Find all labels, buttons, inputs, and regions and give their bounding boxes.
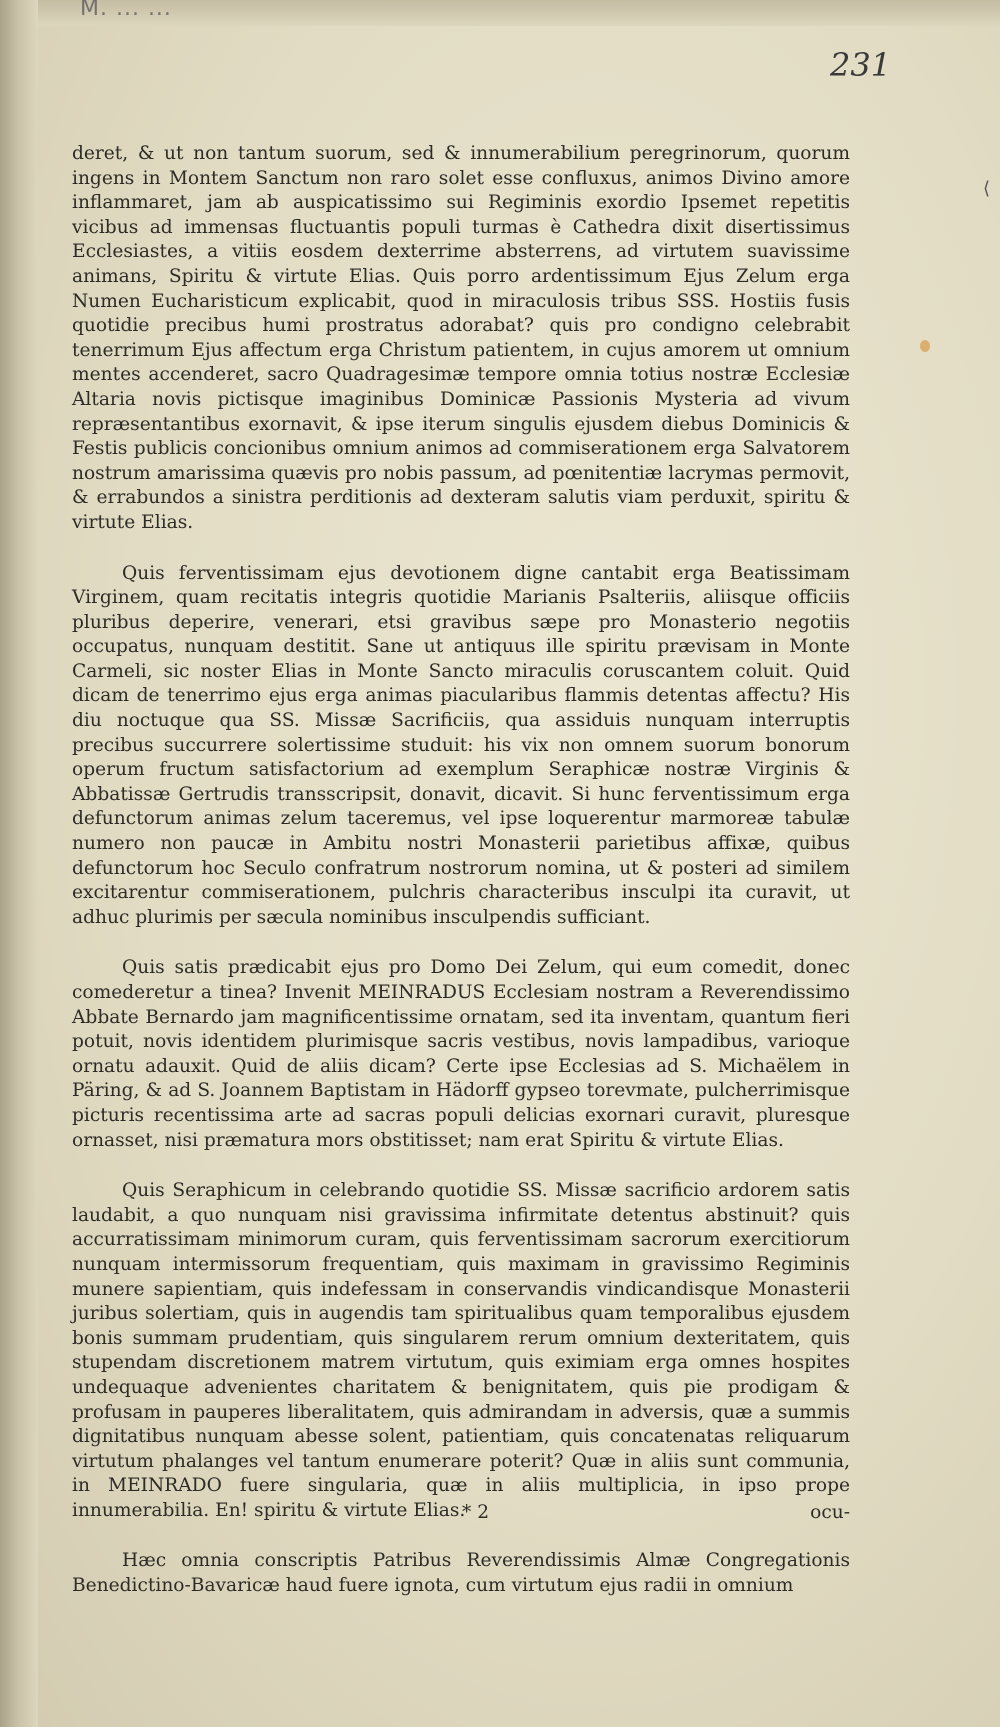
paragraph-4: Quis Seraphicum in celebrando quotidie SS. Missæ sacrificio ardorem satis laudabit, a quo nunquam nisi gravissima infirmitate detentus abstinuit? quis accurratissimam minimorum curam, quis ferventissimam sacrorum exercitiorum nunquam intermissorum frequentiam, quis maximam in gravissimo Regiminis munere sapientiam, quis indefessam in conservandis vindicandisque Monasterii juribus solertiam, quis in augendis tam spiritualibus quam temporalibus ejusdem bonis summam prudentiam, quis singularem rerum omnium dexteritatem, quis stupendam discretionem matrem virtutum, quis eximiam erga omnes hospites undequaque advenientes charitatem & benignitatem, quis pie prodigam & profusam in pauperes liberalitatem, quis admirandam in adversis, quæ a summis dignitatibus nunquam abesse solent, patientiam, quis concatenatas reliquarum virtutum phalanges vel tantum enumerare poterit? Quæ in aliis sunt communia, in MEINRADO fuere singularia, quæ in aliis multiplicia, in ipso prope innumerabilia. En! spiritu & virtute Elias.	[72, 1180, 850, 1521]
paragraph-1: deret, & ut non tantum suorum, sed & innumerabilium peregrinorum, quorum ingens in Montem Sanctum non raro solet esse confluxus, animos Divino amore inflammaret, jam ab auspicatissimo sui Regiminis exordio Ipsemet repetitis vicibus ad immensas fluctuantis populi turmas è Cathedra dixit disertissimus Ecclesiastes, a vitiis eosdem dexterrime absterrens, ad virtutem suavissime animans, Spiritu & virtute Elias. Quis porro ardentissimum Ejus Zelum erga Numen Eucharisticum explicabit, quod in miraculosis tribus SSS. Hostiis fusis quotidie precibus humi prostratus adorabat? quis pro condigno celebrabit tenerrimum Ejus affectum erga Christum patientem, in cujus amorem ut omnium mentes accenderet, sacro Quadragesimæ tempore omnia totius nostræ Ecclesiæ Altaria novis pictisque imaginibus Dominicæ Passionis Mysteria ad vivum repræsentantibus exornavit, & ipse iterum singulis ejusdem diebus Dominicis & Festis publicis concionibus omnium animos ad commiserationem erga Salvatorem nostrum amarissima quævis pro nobis passum, ad pœnitentiæ lacrymas permovit, & errabundos a sinistra perditionis ad dexteram salutis viam perduxit, spiritu & virtute Elias.	[72, 143, 850, 533]
catchword: ocu-	[810, 1502, 850, 1523]
body-text	[72, 142, 850, 1599]
margin-mark: ⟨	[983, 178, 991, 199]
paragraph-3: Quis satis prædicabit ejus pro Domo Dei Zelum, qui eum comedit, donec comederetur a tinea? Invenit MEINRADUS Ecclesiam nostram a Reverendissimo Abbate Bernardo jam magnificentissime ornatam, sed ita inventam, quantum fieri potuit, novis identidem plurimisque sacris vestibus, novis lampadibus, varioque ornatu adauxit. Quid de aliis dicam? Certe ipse Ecclesias ad S. Michaëlem in Päring, & ad S. Joannem Baptistam in Hädorff gypseo torevmate, pulcherrimisque picturis recentissima arte ad sacras populi delicias exornari curavit, pluresque ornasset, nisi præmatura mors obstitisset; nam erat Spiritu & virtute Elias.	[72, 957, 850, 1151]
page-binding-edge	[0, 0, 38, 1727]
page-footer	[72, 1502, 850, 1528]
paragraph-5: Hæc omnia conscriptis Patribus Reverendissimis Almæ Congregationis Benedictino-Bavaricæ haud fuere ignota, cum virtutum ejus radii in omnium	[72, 1550, 850, 1597]
signature-mark: * 2	[462, 1502, 490, 1523]
paragraph-2: Quis ferventissimam ejus devotionem digne cantabit erga Beatissimam Virginem, quam recitatis integris quotidie Marianis Psalteriis, aliisque officiis pluribus deperire, venerari, etsi gravibus sæpe pro Monasterio negotiis occupatus, nunquam destitit. Sane ut antiquus ille spiritu prævisam in Monte Carmeli, sic noster Elias in Monte Sancto miraculis coruscantem coluit. Quid dicam de tenerrimo ejus erga animas piacularibus flammis detentas affectu? His diu noctuque qua SS. Missæ Sacrificiis, qua assiduis nunquam interruptis precibus succurrere solertissime studuit: his vix non omnem suorum bonorum operum fructum satisfactorium ad exemplum Seraphicæ nostræ Virginis & Abbatissæ Gertrudis transscripsit, donavit, dicavit. Si hunc ferventissimum erga defunctorum animas zelum taceremus, vel ipse loquerentur marmoreæ tabulæ numero non paucæ in Ambitu nostri Monasterii parietibus affixæ, quibus defunctorum hoc Seculo confratrum nostrorum nomina, ut & posteri ad similem excitarentur commiserationem, pulchris characteribus insculpi ita curavit, ut adhuc plurimis per sæcula nominibus insculpendis sufficiant.	[72, 562, 850, 928]
top-handwritten-note: M. ... ...	[80, 0, 172, 21]
paper-stain	[920, 340, 930, 352]
folio-number: 231	[830, 46, 892, 84]
